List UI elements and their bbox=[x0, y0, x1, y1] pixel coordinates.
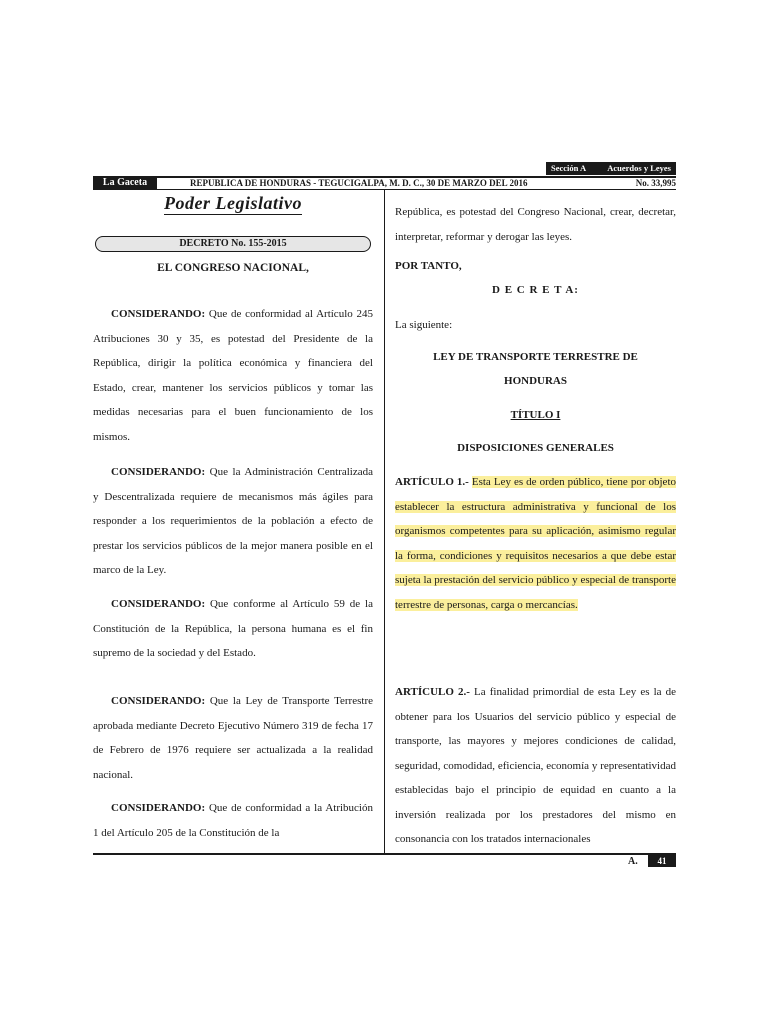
decree-number-badge: DECRETO No. 155-2015 bbox=[95, 236, 371, 252]
gaceta-label: La Gaceta bbox=[93, 176, 157, 189]
considerando-paragraph bbox=[93, 460, 373, 583]
paragraph-text: Que la Ley de Transporte Terrestre aprobada mediante Decreto Ejecutivo Número 319 de fecha 17 de Febrero de 1976 requiere ser actualizada a la realidad nacional. bbox=[93, 695, 373, 781]
article-1 bbox=[395, 470, 676, 617]
paragraph-text: Que la Administración Centralizada y Descentralizada requiere de mecanismos más ágiles para responder a los requerimientos de la población a efecto de prestar los servicios públicos de la mejor manera posible en el marco de la Ley. bbox=[93, 466, 373, 576]
running-head: REPUBLICA DE HONDURAS - TEGUCIGALPA, M. D. C., 30 DE MARZO DEL 2016 bbox=[190, 178, 528, 188]
section-title: Acuerdos y Leyes bbox=[607, 163, 671, 173]
decreta: D E C R E T A: bbox=[492, 284, 579, 296]
por-tanto: POR TANTO, bbox=[395, 260, 462, 272]
paragraph-lead: CONSIDERANDO: bbox=[111, 695, 206, 707]
law-title-line1: LEY DE TRANSPORTE TERRESTRE DE bbox=[433, 351, 638, 363]
page-number: 41 bbox=[648, 855, 676, 867]
paragraph-lead: CONSIDERANDO: bbox=[111, 308, 206, 320]
considerando-paragraph bbox=[93, 796, 373, 845]
la-siguiente: La siguiente: bbox=[395, 319, 453, 331]
law-title-line2: HONDURAS bbox=[504, 375, 567, 387]
section-tag bbox=[546, 162, 676, 175]
article-2 bbox=[395, 680, 676, 852]
paragraph-lead: CONSIDERANDO: bbox=[111, 598, 206, 610]
paragraph-text: Que de conformidad a la Atribución 1 del Artículo 205 de la Constitución de la bbox=[93, 802, 373, 839]
considerando-paragraph bbox=[93, 592, 373, 666]
column-divider bbox=[384, 190, 385, 854]
section-heading-text: Poder Legislativo bbox=[164, 193, 302, 213]
footer-section-letter: A. bbox=[628, 856, 638, 867]
considerando-paragraph bbox=[93, 302, 373, 449]
footer-rule bbox=[93, 853, 676, 855]
article-2-lead: ARTÍCULO 2.- bbox=[395, 686, 470, 698]
article-1-text: Esta Ley es de orden público, tiene por objeto establecer la estructura administrativa y funcional de los organismos competentes para su aplicación, asimismo regular la forma, condiciones y requisitos necesarios a que debe estar sujeta la prestación del servicio público y especial de transporte terrestre de personas, carga o mercancías. bbox=[395, 476, 676, 611]
titulo-heading: TÍTULO I bbox=[510, 409, 561, 421]
article-2-text: La finalidad primordial de esta Ley es la de obtener para los Usuarios del servicio público y especial de transporte, las mayores y mejores condiciones de calidad, seguridad, comodidad, eficiencia, economía y representatividad establecidas bajo el principio de equidad en cuanto a la inversión realizada por los prestadores del mismo en consonancia con los tratados internacionales bbox=[395, 686, 677, 845]
section-label: Sección A bbox=[551, 163, 587, 173]
paragraph-lead: CONSIDERANDO: bbox=[111, 802, 206, 814]
paragraph-lead: CONSIDERANDO: bbox=[111, 466, 206, 478]
paragraph-text: Que de conformidad al Artículo 245 Atribuciones 30 y 35, es potestad del Presidente de la República, dirigir la política económica y financiera del Estado, crear, mantener los servicios públicos y tomar las medidas necesarias para el buen funcionamiento de los mismos. bbox=[93, 308, 373, 443]
section-heading bbox=[93, 193, 373, 214]
issue-number: No. 33,995 bbox=[635, 178, 676, 188]
continuation-paragraph: República, es potestad del Congreso Nacional, crear, decretar, interpretar, reformar y derogar las leyes. bbox=[395, 206, 676, 243]
paragraph-text: Que conforme al Artículo 59 de la Constitución de la República, la persona humana es el fin supremo de la sociedad y del Estado. bbox=[93, 598, 373, 659]
body-title: EL CONGRESO NACIONAL, bbox=[157, 262, 309, 274]
disposiciones-heading: DISPOSICIONES GENERALES bbox=[457, 442, 614, 454]
considerando-paragraph bbox=[93, 689, 373, 787]
article-1-lead: ARTÍCULO 1.- bbox=[395, 476, 469, 488]
